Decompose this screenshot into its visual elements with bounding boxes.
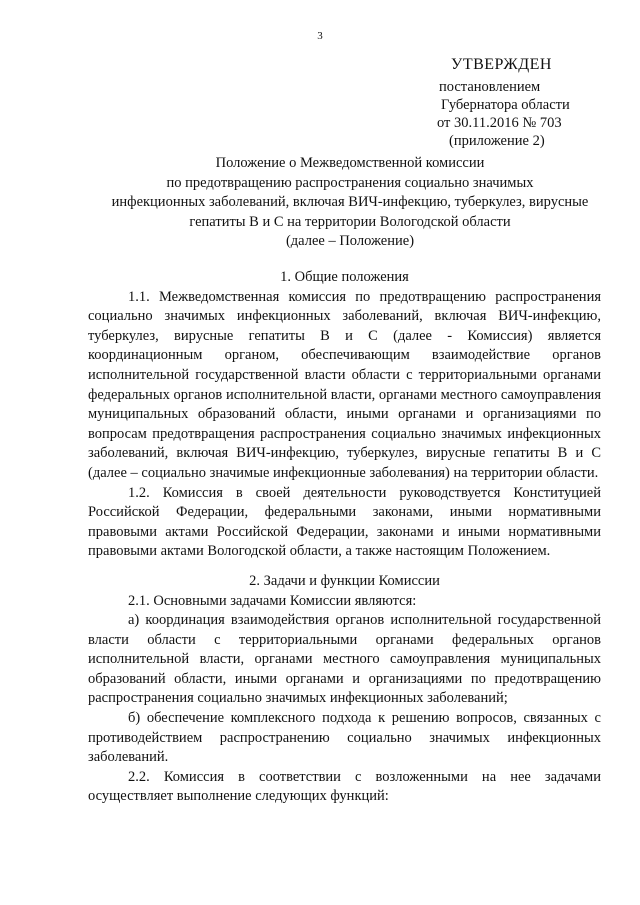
document-title-line: инфекционных заболеваний, включая ВИЧ-инфекцию, туберкулез, вирусные [111,194,589,210]
document-body [88,268,601,807]
document-title-line: (далее – Положение) [285,233,415,249]
section-heading: 2. Задачи и функции Комиссии [249,572,440,589]
document-title-line: по предотвращению распространения социально значимых [166,174,534,191]
paragraph: а) координация взаимодействия органов исполнительной государственной власти области с территориальными органами федеральных органов исполнительной власти, органами местного самоуправления муниципальных образований области, иными органами и организациями по предотвращению распространения социально значимых инфекционных заболеваний; [88,612,601,707]
approval-title: УТВЕРЖДЕН [451,56,552,73]
approval-line: Губернатора области [441,97,570,113]
paragraph: 1.2. Комиссия в своей деятельности руководствуется Конституцией Российской Федерации, федеральными законами, иными нормативными правовыми актами Российской Федерации, законами и иными нормативными правовыми актами Вологодской области, а также настоящим Положением. [88,484,601,560]
approval-line: (приложение 2) [449,133,545,149]
document-title [90,154,610,252]
document-title-line: Положение о Межведомственной комиссии [215,155,485,171]
section-heading: 1. Общие положения [280,269,409,285]
paragraph: б) обеспечение комплексного подхода к решению вопросов, связанных с противодействием распространению социально значимых инфекционных заболеваний. [88,710,601,766]
approval-line: от 30.11.2016 № 703 [437,115,562,131]
page-number: 3 [317,30,323,42]
paragraph: 2.1. Основными задачами Комиссии являются: [128,592,417,609]
paragraph: 2.2. Комиссия в соответствии с возложенными на нее задачами осуществляет выполнение следующих функций: [88,768,601,805]
approval-stamp-block [437,56,637,150]
approval-line: постановлением [439,79,541,95]
paragraph: 1.1. Межведомственная комиссия по предотвращению распространения социально значимых инфекционных заболеваний, включая ВИЧ-инфекцию, туберкулез, вирусные гепатиты В и С (далее - Комиссия) является координационным органом, обеспечивающим взаимодействие органов исполнительной государственной власти области с территориальными органами федеральных органов исполнительной власти, органами местного самоуправления муниципальных образований области, иными органами и организациями по вопросам предотвращения распространения социально значимых инфекционных заболеваний, включая ВИЧ-инфекцию, туберкулез, вирусные гепатиты В и С (далее – социально значимые инфекционные заболевания) на территории области. [88,288,601,481]
document-title-line: гепатиты В и С на территории Вологодской области [189,213,511,230]
